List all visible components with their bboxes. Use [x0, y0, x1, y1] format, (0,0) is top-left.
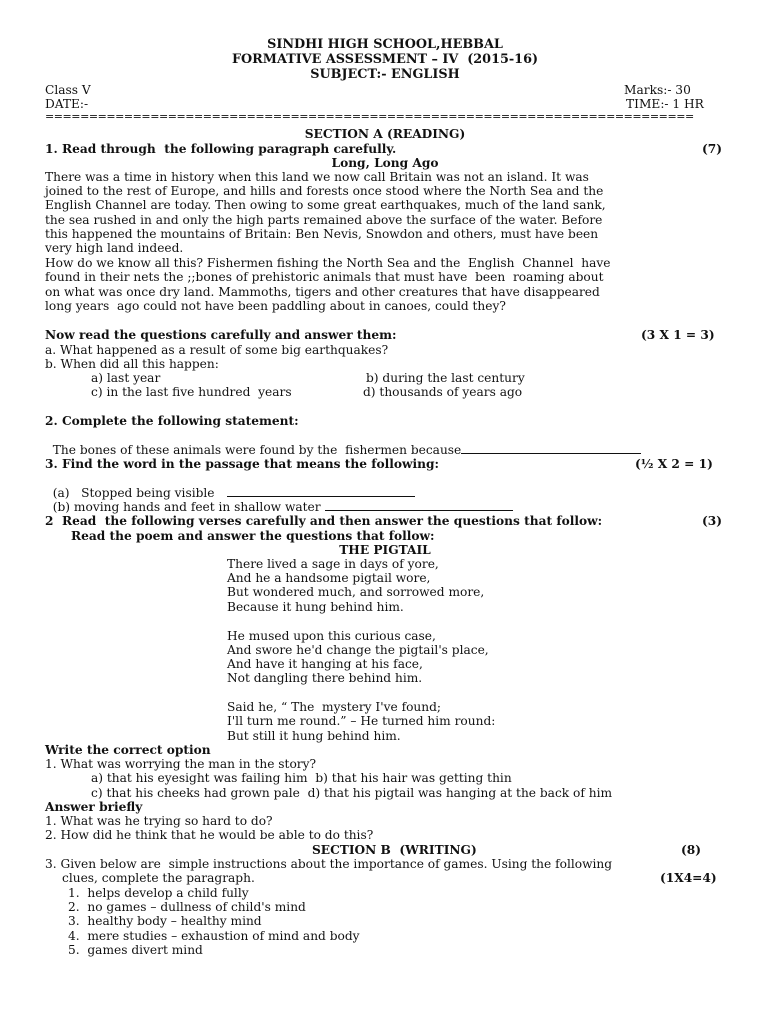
passage-line: How do we know all this? Fishermen fishing the North Sea and the English Channel have: [45, 256, 611, 270]
passage-line: on what was once dry land. Mammoths, tigers and other creatures that have disappeared: [45, 285, 600, 299]
list-item: 5. games divert mind: [68, 943, 203, 957]
poem-heading: 2 Read the following verses carefully and then answer the questions that follow:: [45, 514, 603, 528]
passage-line: very high land indeed.: [45, 241, 184, 255]
marks-label: Marks:- 30: [624, 83, 691, 97]
poem-title: THE PIGTAIL: [339, 543, 431, 557]
list-item: 1. helps develop a child fully: [68, 886, 249, 900]
poem-line: Not dangling there behind him.: [227, 671, 423, 685]
passage-line: English Channel are today. Then owing to some great earthquakes, much of the land sank,: [45, 198, 606, 212]
passage-line: found in their nets the ;;bones of prehistoric animals that must have been roaming about: [45, 270, 604, 284]
poem-line: And swore he'd change the pigtail's place,: [227, 643, 489, 657]
passage-line: this happened the mountains of Britain: Ben Nevis, Snowdon and others, must have been: [45, 227, 599, 241]
poem-subheading: Read the poem and answer the questions that follow:: [71, 529, 435, 543]
section-b-title: SECTION B (WRITING): [312, 843, 477, 857]
poem-line: But still it hung behind him.: [227, 729, 401, 743]
poem-line: Because it hung behind him.: [227, 600, 404, 614]
q3-item-b: [45, 485, 513, 514]
correct-option-cd: c) that his cheeks had grown pale d) that his pigtail was hanging at the back of him: [91, 786, 613, 800]
section-b-q3-line2: clues, complete the paragraph.: [62, 871, 255, 885]
q3-marks: (½ X 2 = 1): [635, 457, 713, 471]
answer-briefly-heading: Answer briefly: [45, 800, 143, 814]
q1-heading: 1. Read through the following paragraph carefully.: [45, 142, 397, 156]
option-c: c) in the last five hundred years: [91, 385, 292, 399]
q3a-text: (a) Stopped being visible: [52, 486, 215, 500]
section-b-q3-line1: 3. Given below are simple instructions about the importance of games. Using the following: [45, 857, 613, 871]
answer-briefly-q2: 2. How did he think that he would be able to do this?: [45, 828, 374, 842]
answer-blank[interactable]: [461, 442, 641, 454]
poem-line: Said he, “ The mystery I've found;: [227, 700, 442, 714]
class-label: Class V: [45, 83, 91, 97]
poem-line: He mused upon this curious case,: [227, 629, 436, 643]
passage-title: Long, Long Ago: [331, 156, 439, 170]
question-b: b. When did all this happen:: [45, 357, 219, 371]
section-b-marks: (8): [681, 843, 702, 857]
question-a: a. What happened as a result of some big earthquakes?: [45, 343, 389, 357]
section-a-title: SECTION A (READING): [304, 127, 466, 141]
list-item: 4. mere studies – exhaustion of mind and body: [68, 929, 360, 943]
passage-line: long years ago could not have been paddling about in canoes, could they?: [45, 299, 506, 313]
q2-text: The bones of these animals were found by the fishermen because: [52, 443, 462, 457]
poem-line: I'll turn me round.” – He turned him round:: [227, 714, 496, 728]
header-rule: ==========================================================================: [45, 110, 694, 123]
school-name: SINDHI HIGH SCHOOL,HEBBAL: [267, 37, 503, 52]
answer-briefly-q1: 1. What was he trying so hard to do?: [45, 814, 273, 828]
section-b-q3-marks: (1X4=4): [660, 871, 717, 885]
passage-line: joined to the rest of Europe, and hills and forests once stood where the North Sea and the: [45, 184, 604, 198]
subject-title: SUBJECT:- ENGLISH: [310, 67, 460, 82]
q2-statement: [45, 428, 641, 457]
correct-option-ab: a) that his eyesight was failing him b) that his hair was getting thin: [91, 771, 512, 785]
poem-line: And have it hanging at his face,: [227, 657, 423, 671]
correct-option-heading: Write the correct option: [45, 743, 211, 757]
poem-line: There lived a sage in days of yore,: [227, 557, 439, 571]
answer-blank[interactable]: [325, 499, 513, 511]
correct-option-question: 1. What was worrying the man in the story?: [45, 757, 317, 771]
poem-marks: (3): [702, 514, 723, 528]
questions-instruction: Now read the questions carefully and answer them:: [45, 328, 397, 342]
list-item: 3. healthy body – healthy mind: [68, 914, 262, 928]
q3-heading: 3. Find the word in the passage that means the following:: [45, 457, 439, 471]
q2-heading: 2. Complete the following statement:: [45, 414, 299, 428]
passage-line: There was a time in history when this land we now call Britain was not an island. It was: [45, 170, 589, 184]
option-b: b) during the last century: [366, 371, 525, 385]
time-label: TIME:- 1 HR: [626, 97, 704, 111]
q1-marks: (7): [702, 142, 723, 156]
assessment-title: FORMATIVE ASSESSMENT – IV (2015-16): [231, 52, 539, 67]
questions-marks: (3 X 1 = 3): [641, 328, 715, 342]
poem-line: But wondered much, and sorrowed more,: [227, 585, 485, 599]
list-item: 2. no games – dullness of child's mind: [68, 900, 306, 914]
q3b-text: (b) moving hands and feet in shallow water: [52, 500, 321, 514]
poem-line: And he a handsome pigtail wore,: [227, 571, 431, 585]
date-label: DATE:-: [45, 97, 89, 111]
option-a: a) last year: [91, 371, 161, 385]
passage-line: the sea rushed in and only the high parts remained above the surface of the water. Before: [45, 213, 603, 227]
option-d: d) thousands of years ago: [363, 385, 523, 399]
